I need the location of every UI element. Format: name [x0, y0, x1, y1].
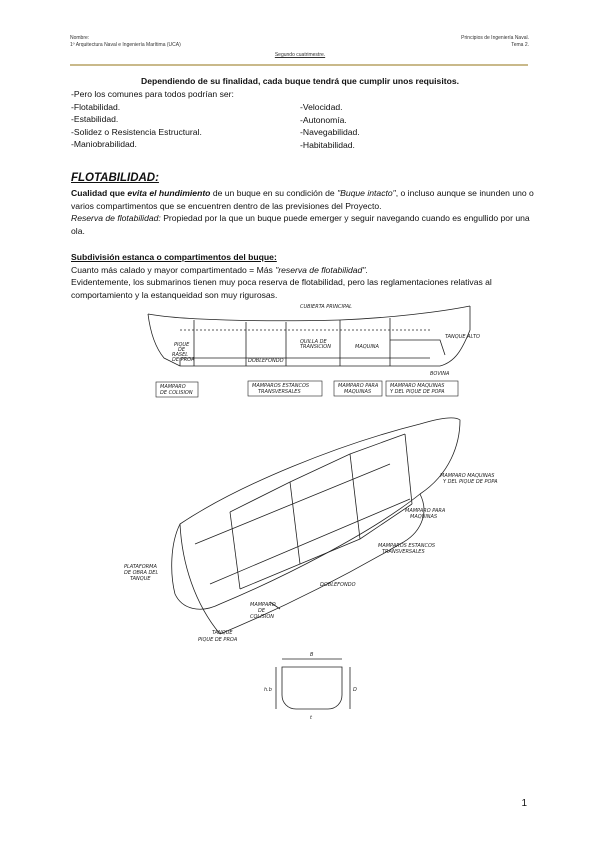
fig1-label-quilla-2: TRANSICION: [300, 344, 331, 350]
header-right: [461, 35, 529, 49]
req-right-item: -Velocidad.: [300, 102, 343, 112]
requirements-right: [300, 101, 360, 151]
req-left-item: -Solidez o Resistencia Estructural.: [71, 126, 202, 137]
fig2-label-estancos-1: MAMPAROS ESTANCOS: [378, 543, 436, 549]
fig3-label-bottom: t: [310, 715, 312, 721]
subdivision-title: Subdivisión estanca o compartimentos del buque:: [71, 252, 277, 262]
fig1-label-pique-3: RASEL: [172, 352, 189, 358]
fig1-label-cubierta: CUBIERTA PRINCIPAL: [300, 304, 352, 310]
fig2-label-doblefondo: DOBLEFONDO: [320, 582, 356, 588]
ship-profile-figure: [140, 300, 480, 404]
fig2-label-plataforma-2: DE OBRA DEL: [124, 570, 159, 576]
fig2-label-maquinas-1: MAMPARO PARA: [405, 508, 446, 514]
header-subject: Principios de Ingeniería Naval.: [461, 35, 529, 41]
fig1-label-popa-2: Y DEL PIQUE DE POPA: [390, 389, 445, 395]
subdivision-line1: Cuanto más calado y mayor compartimentado = Más "reserva de flotabilidad".: [71, 265, 368, 275]
common-intro: -Pero los comunes para todos podrían ser:: [71, 89, 234, 99]
fig2-label-colision-2: DE: [258, 608, 266, 614]
intro-text: Dependiendo de su finalidad, cada buque tendrá que cumplir unos requisitos.: [140, 76, 459, 86]
req-left-item: -Estabilidad.: [71, 114, 119, 124]
fig2-label-popa-1: MAMPARO MAQUINAS: [440, 473, 495, 479]
fig1-label-doblefondo: DOBLEFONDO: [248, 358, 284, 364]
fig1-label-pique-1: PIQUE: [174, 342, 190, 348]
fig1-label-popa-1: MAMPARO MAQUINAS: [390, 383, 445, 389]
fig3-label-top: B: [310, 652, 314, 658]
page-number: 1: [521, 798, 527, 809]
fig1-label-pique-2: DE: [178, 347, 186, 353]
section-title-flotabilidad: FLOTABILIDAD:: [71, 172, 159, 184]
fig3-label-right: D: [353, 687, 357, 693]
fig1-label-quilla-1: QUILLA DE: [300, 339, 327, 345]
fig1-label-maquinas-2: MAQUINAS: [344, 389, 372, 395]
midship-section-figure: [262, 645, 362, 725]
header-semester: Segundo cuatrimestre.: [274, 52, 326, 58]
fig2-label-popa-2: Y DEL PIQUE DE POPA: [443, 479, 498, 485]
fig2-label-colision-1: MAMPARO: [250, 602, 276, 608]
header-topic: Tema 2.: [511, 42, 529, 48]
fig2-label-tanque-2: PIQUE DE PROA: [198, 637, 238, 643]
fig1-label-maquina: MAQUINA: [355, 344, 379, 350]
fig2-label-plataforma-1: PLATAFORMA: [124, 564, 157, 570]
req-right-item: -Navegabilidad.: [300, 127, 360, 137]
header-divider: [70, 64, 528, 66]
fig1-label-estancos-1: MAMPAROS ESTANCOS: [252, 383, 310, 389]
flotabilidad-definition: Cualidad que evita el hundimiento de un buque en su condición de "Buque intacto", o incluso aunque se inunden uno o varios compartimentos que se encuentren dentro de las previsiones del Proyecto.: [71, 188, 534, 211]
fig2-label-estancos-2: TRANSVERSALES: [382, 549, 425, 555]
fig2-label-maquinas-2: MAQUINAS: [410, 514, 438, 520]
req-left-item: -Maniobrabilidad.: [71, 139, 137, 149]
reserva-flotabilidad: Reserva de flotabilidad: Propiedad por la que un buque puede emerger y seguir navegando cuando es engullido por una ola.: [71, 213, 530, 236]
subdivision-line2: Evidentemente, los submarinos tienen muy poca reserva de flotabilidad, pero las reglamentaciones relativas al comportamiento y la estanqueidad son muy rigurosas.: [71, 277, 492, 300]
fig1-label-colision-2: DE COLISION: [160, 390, 193, 396]
fig3-label-left: h.b: [264, 687, 272, 693]
requirements-left: [71, 88, 234, 151]
req-right-item: -Habitabilidad.: [300, 139, 355, 150]
req-right-item: -Autonomía.: [300, 114, 347, 125]
fig1-label-maquinas-1: MAMPARO PARA: [338, 383, 379, 389]
fig1-label-tanque: TANQUE ALTO: [445, 334, 480, 340]
header-name-label: Nombre:: [70, 35, 90, 41]
fig1-label-pique-4: DE PROA: [172, 357, 195, 363]
fig1-label-colision-1: MAMPARO: [160, 384, 186, 390]
req-left-item: -Flotabilidad.: [71, 101, 121, 112]
header-course: 1º Arquitectura Naval e Ingeniería Marítima (UCA): [70, 42, 181, 48]
fig1-label-bovina: BOVINA: [430, 371, 450, 377]
ship-3d-figure: [120, 404, 520, 654]
fig2-label-tanque-1: TANQUE: [212, 630, 233, 636]
fig2-label-plataforma-3: TANQUE: [130, 576, 151, 582]
fig2-label-colision-3: COLISION: [250, 614, 275, 620]
fig1-label-estancos-2: TRANSVERSALES: [258, 389, 301, 395]
header-left: [70, 35, 181, 49]
